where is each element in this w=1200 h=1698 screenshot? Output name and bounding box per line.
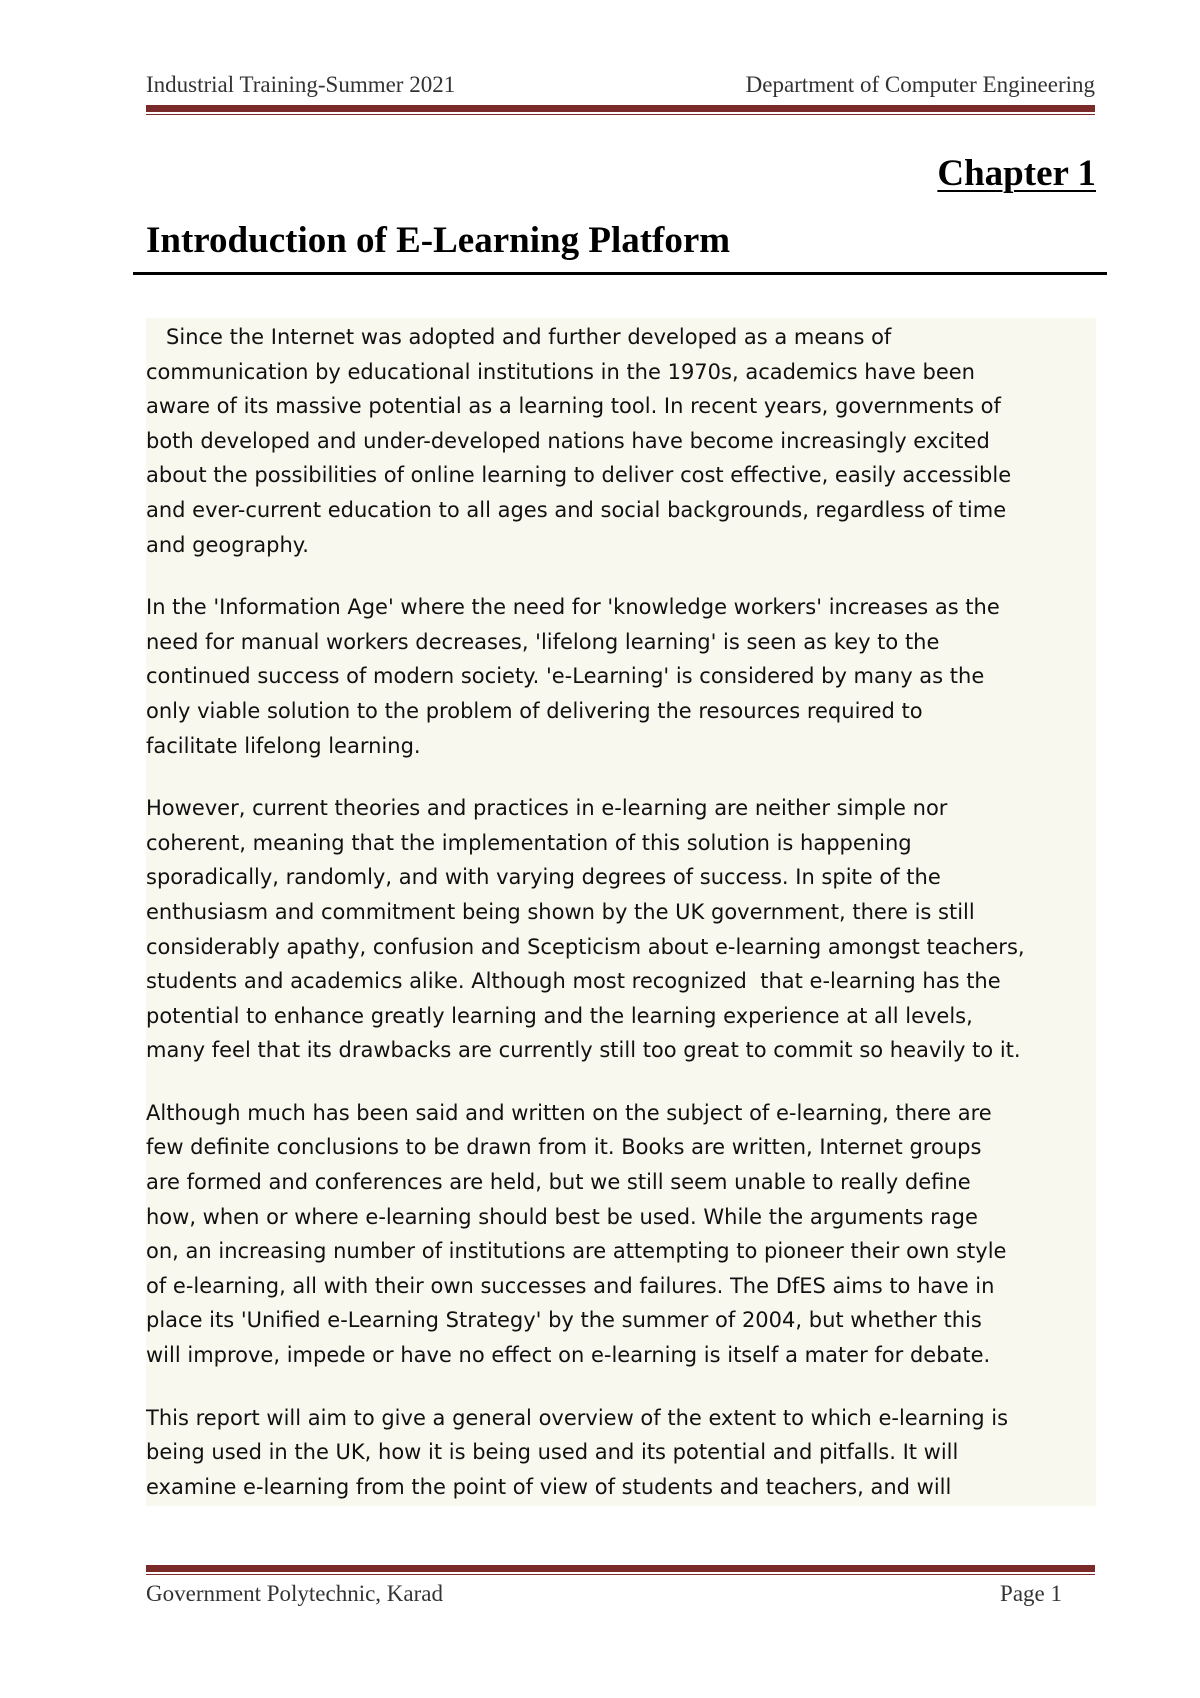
body-text (146, 320, 1106, 1532)
paragraph-line: Although much has been said and written on the subject of e-learning, there are (146, 1100, 992, 1125)
paragraph-line: only viable solution to the problem of delivering the resources required to (146, 698, 923, 723)
paragraph-line: need for manual workers decreases, 'lifelong learning' is seen as key to the (146, 629, 940, 654)
footer-thin-rule (146, 1574, 1095, 1575)
paragraph (146, 590, 1106, 763)
paragraph-line: and geography. (146, 532, 309, 557)
footer-institution-label: Government Polytechnic, Karad (146, 1581, 443, 1606)
paragraph-line: many feel that its drawbacks are currently still too great to commit so heavily to it. (146, 1038, 1021, 1063)
paragraph (146, 1096, 1106, 1373)
paragraph-line: are formed and conferences are held, but we still seem unable to really define (146, 1170, 971, 1195)
paragraph-line: potential to enhance greatly learning and the learning experience at all levels, (146, 1003, 973, 1028)
paragraph (146, 1401, 1106, 1505)
paragraph-line: However, current theories and practices in e-learning are neither simple nor (146, 796, 948, 821)
paragraph-line: how, when or where e-learning should best be used. While the arguments rage (146, 1204, 978, 1229)
paragraph-line: considerably apathy, confusion and Scepticism about e-learning amongst teachers, (146, 934, 1025, 959)
header-rule (146, 105, 1095, 112)
paragraph-line: will improve, impede or have no effect on e-learning is itself a mater for debate. (146, 1343, 991, 1368)
paragraph-line: and ever-current education to all ages and social backgrounds, regardless of time (146, 497, 1007, 522)
paragraph-line: Since the Internet was adopted and further developed as a means of (146, 325, 892, 349)
paragraph-line: of e-learning, all with their own successes and failures. The DfES aims to have in (146, 1273, 995, 1298)
paragraph-line: coherent, meaning that the implementation of this solution is happening (146, 830, 912, 855)
paragraph-line: place its 'Unified e-Learning Strategy' by the summer of 2004, but whether this (146, 1308, 982, 1333)
page-number: Page 1 (1000, 1581, 1062, 1606)
paragraph-line: continued success of modern society. 'e-Learning' is considered by many as the (146, 664, 985, 689)
paragraph-line: enthusiasm and commitment being shown by the UK government, there is still (146, 899, 975, 924)
page-title: Introduction of E-Learning Platform (146, 220, 731, 261)
paragraph-line: sporadically, randomly, and with varying degrees of success. In spite of the (146, 865, 941, 890)
header-course-label: Industrial Training-Summer 2021 (146, 72, 456, 97)
page-header (146, 72, 1095, 104)
chapter-label: Chapter 1 (937, 153, 1096, 194)
paragraph-line: being used in the UK, how it is being used and its potential and pitfalls. It will (146, 1440, 959, 1465)
header-department-label: Department of Computer Engineering (745, 72, 1095, 97)
paragraph-line: communication by educational institutions in the 1970s, academics have been (146, 359, 975, 384)
paragraph (146, 320, 1106, 562)
paragraph-line: In the 'Information Age' where the need for 'knowledge workers' increases as the (146, 595, 1000, 620)
paragraph-line: This report will aim to give a general overview of the extent to which e-learning is (146, 1405, 1009, 1430)
footer-rule (146, 1565, 1095, 1572)
paragraph-line: examine e-learning from the point of view of students and teachers, and will (146, 1474, 952, 1499)
title-underline-rule (133, 272, 1107, 275)
paragraph-line: both developed and under-developed nations have become increasingly excited (146, 428, 990, 453)
paragraph-line: on, an increasing number of institutions are attempting to pioneer their own style (146, 1239, 1007, 1264)
paragraph-line: few definite conclusions to be drawn from it. Books are written, Internet groups (146, 1135, 982, 1160)
paragraph-line: aware of its massive potential as a learning tool. In recent years, governments of (146, 394, 1001, 419)
header-thin-rule (146, 114, 1095, 115)
paragraph (146, 791, 1106, 1068)
paragraph-line: students and academics alike. Although most recognized that e-learning has the (146, 969, 1001, 994)
paragraph-line: about the possibilities of online learning to deliver cost effective, easily accessible (146, 463, 1012, 488)
paragraph-line: facilitate lifelong learning. (146, 733, 421, 758)
